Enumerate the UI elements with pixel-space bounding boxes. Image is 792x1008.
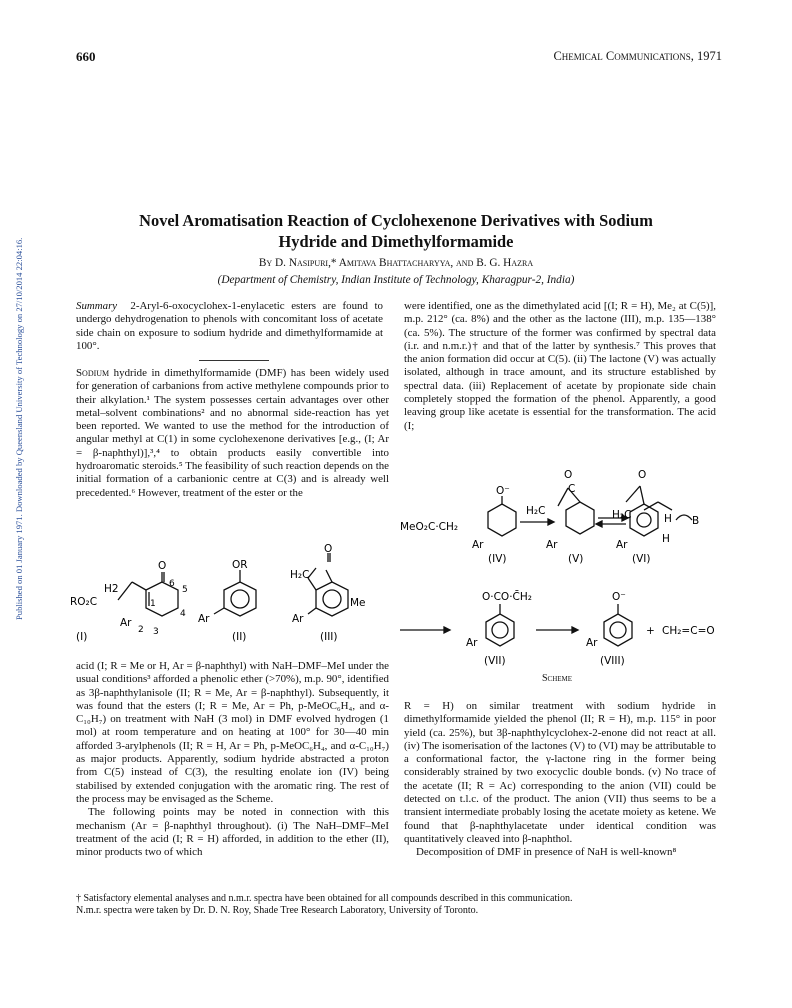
num-6: 6 <box>169 579 175 589</box>
label-compound-IV: (IV) <box>488 553 507 565</box>
label-compound-III: (III) <box>320 631 338 643</box>
label-O-I: O <box>158 560 167 572</box>
intro-text: hydride in dimethylformamide (DMF) has been widely used for generation of carbanions from active methylene compounds prior to their alkylation.¹ The system possesses certain advantages over other metal–solvent combinations² and no abnormal side-reaction has yet been reported. We wanted to use the method for the introduction of angular methyl at C(1) in some cyclohexenone derivatives [e.g., (I; Ar = β-naphthyl)],³,⁴ to obtain products easily convertible into hydroaromatic steroids.⁵ The feasibility of such reaction depends on the initial formation of a carbanionic centre at C(3) and is already well precedented.⁶ However, treatment of the ester or the <box>76 367 389 499</box>
right-column-top <box>404 300 716 433</box>
label-C-V: C <box>568 483 576 495</box>
download-notice: Published on 01 January 1971. Downloaded by Queensland University of Technology on 27/10/2014 22:04:16. <box>14 237 24 620</box>
label-compound-VII: (VII) <box>484 655 506 667</box>
authors: By D. Nasipuri,* Amitava Bhattacharyya, and B. G. Hazra <box>258 257 534 269</box>
scheme-caption: Scheme <box>542 673 573 684</box>
label-H2-VI: H <box>662 533 670 545</box>
label-compound-II: (II) <box>232 631 247 643</box>
label-Ar-VI: Ar <box>616 539 628 551</box>
label-O-V: O <box>564 469 573 481</box>
summary-label: Summary <box>76 300 118 312</box>
affiliation: (Department of Chemistry, Indian Institute of Technology, Kharagpur-2, India) <box>217 274 575 286</box>
ring-V <box>566 502 594 534</box>
title-line-1: Novel Aromatisation Reaction of Cyclohexenone Derivatives with Sodium <box>139 211 653 230</box>
label-Ar-III: Ar <box>292 613 304 625</box>
label-Ar-VII: Ar <box>466 637 478 649</box>
ring-II <box>224 582 256 616</box>
summary <box>76 300 389 353</box>
num-2: 2 <box>138 625 144 635</box>
journal-name: Chemical Communications, 1971 <box>553 49 722 63</box>
summary-divider <box>199 360 269 361</box>
label-H-VI: H <box>664 513 672 525</box>
num-5: 5 <box>182 585 188 595</box>
label-compound-V: (V) <box>568 553 584 565</box>
label-Me: Me <box>350 597 366 609</box>
label-OCOCH2: O·CO·C̄H₂ <box>482 591 532 603</box>
num-4: 4 <box>180 609 186 619</box>
label-plus: + <box>646 625 655 637</box>
reaction-scheme <box>400 462 730 682</box>
label-O-minus-VIII: O⁻ <box>612 591 626 603</box>
left-column-top <box>76 300 389 353</box>
label-ketene: CH₂=C=O <box>662 625 715 637</box>
left-column-bottom <box>76 660 389 859</box>
ring-III <box>316 582 348 616</box>
label-Ar-VIII: Ar <box>586 637 598 649</box>
right-bottom-text: R = H) on similar treatment with sodium hydride in dimethylformamide yielded the phenol (II; R = H), m.p. 115° in poor yield (ca. 25%), but 3β-naphthylcyclohex-2-enone did not react at all. (iv) The isomerisation of the lactones (V) to (VI) may be attributable to a conformational factor, the γ-lactone ring in the former being considerably strained by two exocyclic double bonds. (v) No trace of the acetate (II; R = Ac) corresponding to the anion (VII) could be detected on t.l.c. of the product. The anion (VII) thus seems to be a transient intermediate probably losing the acetate moiety as ketene. We found that β-naphthylacetate under identical condition was quantitatively cleaved into β-naphthol. <box>404 700 716 845</box>
footnote-line-2: N.m.r. spectra were taken by Dr. D. N. Roy, Shade Tree Research Laboratory, University of Toronto. <box>76 905 479 916</box>
left-bottom-text2: The following points may be noted in connection with this mechanism (Ar = β-naphthyl throughout). (i) The NaH–DMF–MeI treatment of the acid (I; R = H) afforded, in addition to the ether (II), minor products two of which <box>76 806 389 859</box>
label-compound-VIII: (VIII) <box>600 655 625 667</box>
right-top-text: were identified, one as the dimethylated acid [(I; R = H), Me₂ at C(5)], m.p. 212° (ca. 8%) and the other as the lactone (III), m.p. 135—138° (ca. 5%). The structure of the former was confirmed by spectral data (i.r. and n.m.r.)† and that of the latter by synthesis.⁷ This proves that the anion formation did occur at C(5). (ii) The lactone (V) was actually isolated, although in trace amount, and its structure established by spectral data. (iii) Replacement of acetate by propionate side chain completely stopped the formation of the phenol. Apparently, a good leaving group like acetate is essential for the transformation. The acid (I; <box>404 300 716 432</box>
intro-paragraph <box>76 367 389 500</box>
label-OR: OR <box>232 559 248 571</box>
label-Ar-II: Ar <box>198 613 210 625</box>
label-RO2C: RO₂C <box>70 596 98 608</box>
ring-VI <box>630 504 658 536</box>
right-column-bottom <box>404 700 716 860</box>
footnote-line-1: † Satisfactory elemental analyses and n.m.r. spectra have been obtained for all compounds described in this communication. <box>76 893 573 904</box>
label-Ar-I: Ar <box>120 617 132 629</box>
ring-VII <box>486 614 514 646</box>
label-compound-VI: (VI) <box>632 553 651 565</box>
num-1: 1 <box>150 599 156 609</box>
label-Ar-IV: Ar <box>472 539 484 551</box>
label-B: B <box>692 515 700 527</box>
title-line-2: Hydride and Dimethylformamide <box>278 232 514 251</box>
ring-IV <box>488 504 516 536</box>
label-H2C-VI: H₂C <box>612 509 632 521</box>
left-bottom-text: acid (I; R = Me or H, Ar = β-naphthyl) with NaH–DMF–MeI under the usual conditions³ afforded a phenolic ether (>70%), m.p. 90°, identified as 3β-naphthylanisole (II; R = Me, Ar = β-naphthyl). Subsequently, it was found that the esters (I; R = Me, Ar = Ph, p-MeOC₆H₄, and α-C₁₀H₇) on treatment with NaH (3 mol) in DMF evolved hydrogen (1 mol) at room temperature and on heating at 100° for 30—40 min afforded 3-arylphenols (II; R = H, Ar = Ph, p-MeOC₆H₄, and α-C₁₀H₇) as major products. Apparently, sodium hydride abstracted a proton from C(5) instead of C(3), the resulting enolate ion (IV) being stabilised by extended conjugation with the aromatic ring. The rest of the process may be envisaged as the Scheme. <box>76 660 389 805</box>
label-Ar-V: Ar <box>546 539 558 551</box>
label-compound-I: (I) <box>76 631 88 643</box>
label-O-minus-IV: O⁻ <box>496 485 510 497</box>
label-O-III: O <box>324 543 333 555</box>
label-H2: H2 <box>104 583 119 595</box>
intro-lead: Sodium <box>76 367 110 379</box>
article-title <box>80 210 712 252</box>
label-H2C-V: H₂C <box>526 505 546 517</box>
num-3: 3 <box>153 627 159 637</box>
label-H2C-III: H₂C <box>290 569 310 581</box>
page-number: 660 <box>76 49 96 64</box>
right-bottom-text2: Decomposition of DMF in presence of NaH is well-known⁸ <box>416 846 677 859</box>
structures-I-II-III <box>70 543 396 658</box>
label-O-VI: O <box>638 469 647 481</box>
ring-VIII <box>604 614 632 646</box>
summary-text: 2-Aryl-6-oxocyclohex-1-enylacetic esters are found to undergo dehydrogenation to phenols with concomitant loss of acetate side chain on exposure to sodium hydride and dimethylformamide at 100°. <box>76 300 384 352</box>
footnote <box>76 893 726 917</box>
label-MeO2C: MeO₂C·CH₂ <box>400 521 459 533</box>
